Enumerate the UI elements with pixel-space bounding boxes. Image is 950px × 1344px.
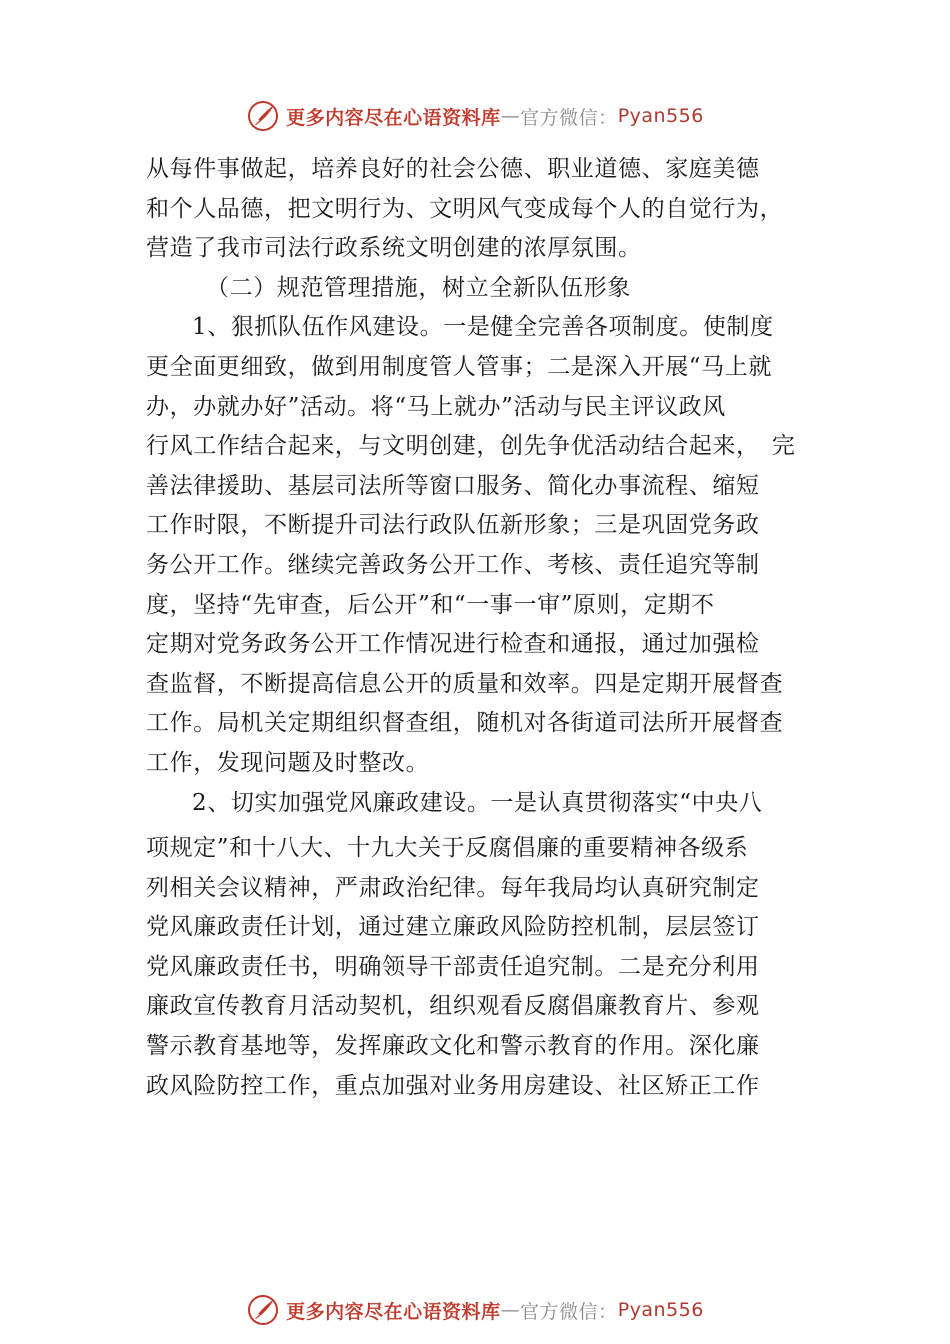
body-line: 和个人品德，把文明行为、文明风气变成每个人的自觉行为， <box>146 195 784 222</box>
body-line: 警示教育基地等，发挥廉政文化和警示教育的作用。深化廉 <box>146 1033 760 1060</box>
body-line: 度，坚持“先审查，后公开”和“一事一审”原则，定期不 <box>146 591 715 618</box>
body-line: 党风廉政责任计划，通过建立廉政风险防控机制，层层签订 <box>146 914 760 941</box>
body-line: 工作，发现问题及时整改。 <box>146 749 430 776</box>
body-line: 项规定”和十八大、十九大关于反腐倡廉的重要精神各级系 <box>146 835 749 862</box>
body-line: 定期对党务政务公开工作情况进行检查和通报，通过加强检 <box>146 631 760 658</box>
body-line: 从每件事做起，培养良好的社会公德、职业道德、家庭美德 <box>146 156 760 182</box>
body-line: 工作时限，不断提升司法行政队伍新形象；三是巩固党务政 <box>146 512 760 539</box>
body-line: 务公开工作。继续完善政务公开工作、考核、责任追究等制 <box>146 551 760 578</box>
banner-library-text: 更多内容尽在心语资料库 <box>286 1300 501 1323</box>
document-body <box>146 150 818 1106</box>
header-banner <box>0 96 950 136</box>
banner-wechat-label: 官方微信： <box>520 1300 618 1323</box>
body-line: 更全面更细致，做到用制度管人管事；二是深入开展“马上就 <box>146 353 772 380</box>
body-line: 列相关会议精神，严肃政治纪律。每年我局均认真研究制定 <box>146 874 760 901</box>
banner-wechat-id: Pyan556 <box>617 1299 704 1321</box>
banner-wechat-id: Pyan556 <box>617 105 704 127</box>
body-line: 工作。局机关定期组织督查组，随机对各街道司法所开展督查 <box>146 710 784 737</box>
banner-dash: — <box>500 105 521 127</box>
section-heading: （二）规范管理措施，树立全新队伍形象 <box>206 274 631 301</box>
body-line: 2、切实加强党风廉政建设。一是认真贯彻落实“中央八 <box>192 789 763 816</box>
body-line: 办，办就办好”活动。将“马上就办”活动与民主评议政风 <box>146 393 726 420</box>
banner-wechat-label: 官方微信： <box>520 106 618 129</box>
banner-dash: — <box>500 1299 521 1321</box>
banner-library-text: 更多内容尽在心语资料库 <box>286 106 501 129</box>
quill-pen-logo-icon <box>246 1293 280 1327</box>
footer-banner <box>0 1290 950 1330</box>
quill-pen-logo-icon <box>246 99 280 133</box>
body-line: 善法律援助、基层司法所等窗口服务、简化办事流程、缩短 <box>146 472 760 499</box>
body-line: 营造了我市司法行政系统文明创建的浓厚氛围。 <box>146 235 642 262</box>
body-line: 查监督，不断提高信息公开的质量和效率。四是定期开展督查 <box>146 670 784 697</box>
body-line: 廉政宣传教育月活动契机，组织观看反腐倡廉教育片、参观 <box>146 993 760 1020</box>
body-line: 政风险防控工作，重点加强对业务用房建设、社区矫正工作 <box>146 1072 760 1099</box>
body-line: 党风廉政责任书，明确领导干部责任追究制。二是充分利用 <box>146 953 760 980</box>
body-line: 1、狠抓队伍作风建设。一是健全完善各项制度。使制度 <box>192 314 774 341</box>
body-line: 行风工作结合起来，与文明创建，创先争优活动结合起来， 完 <box>146 433 796 460</box>
